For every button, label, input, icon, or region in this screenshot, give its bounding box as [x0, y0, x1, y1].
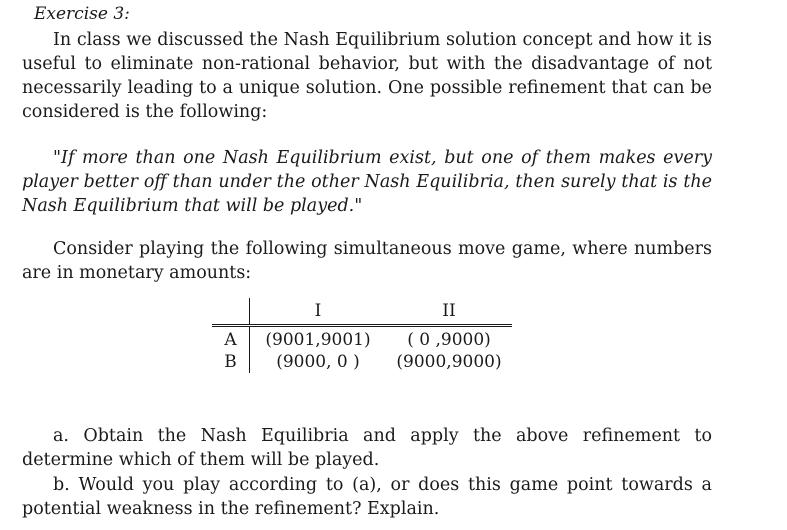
refinement-quote: "If more than one Nash Equilibrium exist, but one of them makes every player better off than under the other Nash Equilibria, then surely that is the Nash Equilibrium that will be played." [22, 148, 712, 216]
column-header-i: I [250, 298, 387, 326]
payoff-cell-b-i: (9000, 0 ) [276, 352, 360, 372]
payoff-row-a [212, 326, 512, 352]
payoff-matrix [212, 298, 512, 373]
question-b: b. Would you play according to (a), or does this game point towards a potential weakness in the refinement? Explain. [22, 475, 712, 519]
payoff-corner-cell [212, 298, 250, 326]
game-intro-paragraph: Consider playing the following simultaneous move game, where numbers are in monetary amounts: [22, 239, 712, 283]
payoff-cell-a-i: (9001,9001) [265, 330, 371, 350]
payoff-row-b [212, 351, 512, 373]
question-a: a. Obtain the Nash Equilibria and apply the above refinement to determine which of them will be played. [22, 426, 712, 470]
row-label-a: A [212, 326, 250, 352]
intro-paragraph: In class we discussed the Nash Equilibrium solution concept and how it is useful to eliminate non-rational behavior, but with the disadvantage of not necessarily leading to a unique solution. One possible refinement that can be considered is the following: [22, 30, 712, 122]
payoff-cell-b-ii: (9000,9000) [396, 352, 502, 372]
exercise-title: Exercise 3: [34, 4, 130, 24]
payoff-cell-a-ii: ( 0 ,9000) [407, 330, 491, 350]
row-label-b: B [212, 351, 250, 373]
column-header-ii: II [386, 298, 512, 326]
payoff-header-row [212, 298, 512, 326]
